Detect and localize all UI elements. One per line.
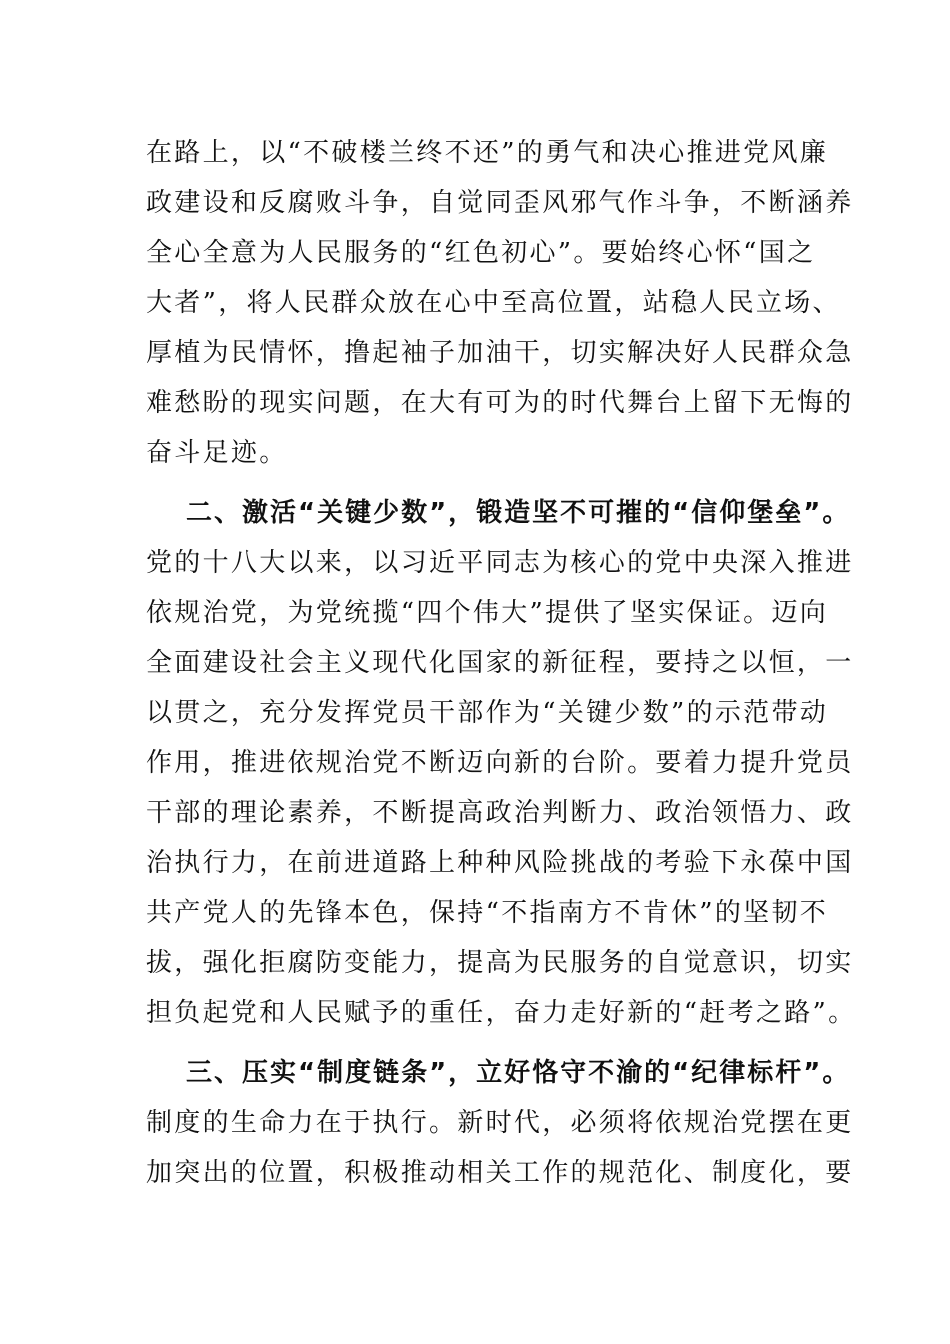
body-text-line: 拔，强化拒腐防变能力，提高为民服务的自觉意识，切实 bbox=[146, 948, 854, 978]
body-text-line: 政建设和反腐败斗争，自觉同歪风邪气作斗争，不断涵养 bbox=[146, 188, 854, 218]
body-text-line: 干部的理论素养，不断提高政治判断力、政治领悟力、政 bbox=[146, 798, 854, 828]
section-heading-3: 三、压实“制度链条”，立好恪守不渝的“纪律标杆”。 bbox=[186, 1058, 851, 1088]
body-text-line: 难愁盼的现实问题，在大有可为的时代舞台上留下无悔的 bbox=[146, 388, 854, 418]
body-text-line: 加突出的位置，积极推动相关工作的规范化、制度化，要 bbox=[146, 1158, 854, 1188]
body-text-line: 治执行力，在前进道路上种种风险挑战的考验下永葆中国 bbox=[146, 848, 854, 878]
body-text-line: 制度的生命力在于执行。新时代，必须将依规治党摆在更 bbox=[146, 1108, 854, 1138]
body-text-line: 依规治党，为党统揽“四个伟大”提供了坚实保证。迈向 bbox=[146, 598, 829, 628]
body-text-line: 担负起党和人民赋予的重任，奋力走好新的“赶考之路”。 bbox=[146, 998, 857, 1028]
body-text-line: 厚植为民情怀，撸起袖子加油干，切实解决好人民群众急 bbox=[146, 338, 854, 368]
body-text-line: 党的十八大以来，以习近平同志为核心的党中央深入推进 bbox=[146, 548, 854, 578]
body-text-line: 全面建设社会主义现代化国家的新征程，要持之以恒，一 bbox=[146, 648, 854, 678]
body-text-line: 共产党人的先锋本色，保持“不指南方不肯休”的坚韧不 bbox=[146, 898, 829, 928]
body-text-line: 奋斗足迹。 bbox=[146, 438, 288, 468]
section-heading-2: 二、激活“关键少数”，锻造坚不可摧的“信仰堡垒”。 bbox=[186, 498, 851, 528]
body-text-line: 作用，推进依规治党不断迈向新的台阶。要着力提升党员 bbox=[146, 748, 854, 778]
body-text-line: 大者”，将人民群众放在心中至高位置，站稳人民立场、 bbox=[146, 288, 841, 318]
body-text-line: 以贯之，充分发挥党员干部作为“关键少数”的示范带动 bbox=[146, 698, 829, 728]
body-text-line: 在路上，以“不破楼兰终不还”的勇气和决心推进党风廉 bbox=[146, 138, 829, 168]
body-text-line: 全心全意为人民服务的“红色初心”。要始终心怀“国之 bbox=[146, 238, 816, 268]
